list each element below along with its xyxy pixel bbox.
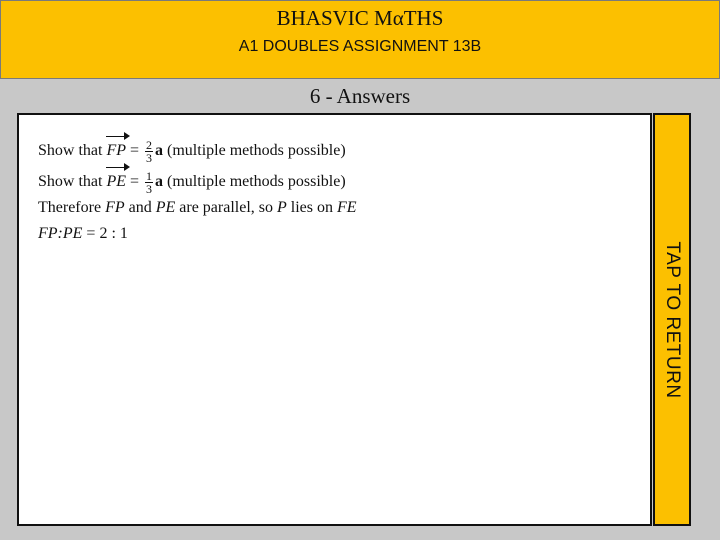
line1-prefix: Show that — [38, 142, 107, 159]
line3-text-3: are parallel, so — [175, 199, 277, 216]
return-label: TAP TO RETURN — [662, 240, 683, 399]
line3-pe: PE — [155, 199, 176, 216]
line3-fe: FE — [337, 199, 357, 216]
ratio-value: = 2 : 1 — [82, 225, 128, 242]
answer-panel — [17, 113, 652, 526]
line3-text-1: Therefore — [38, 199, 106, 216]
line3-text-4: lies on — [286, 199, 337, 216]
fraction-numerator: 2 — [146, 137, 153, 152]
answer-line-1 — [38, 135, 346, 166]
vector-a: a — [155, 142, 164, 159]
header-title: BHASVIC MαTHS — [276, 6, 444, 30]
answer-line-4 — [38, 221, 357, 247]
section-title: 6 - Answers — [309, 84, 411, 108]
ratio-label: FP:PE — [38, 225, 83, 242]
vector-a: a — [155, 173, 164, 190]
line2-eq: = — [126, 173, 144, 190]
fraction-numerator: 1 — [146, 168, 153, 183]
fraction-denominator: 3 — [146, 181, 153, 196]
line1-eq: = — [126, 142, 144, 159]
line3-fp: FP — [105, 199, 125, 216]
line2-suffix: (multiple methods possible) — [163, 173, 346, 190]
answer-line-3 — [38, 195, 357, 221]
vector-pe: PE — [106, 166, 126, 197]
answer-conclusion — [38, 195, 357, 247]
answer-lines — [38, 135, 346, 197]
fraction-denominator: 3 — [146, 150, 153, 165]
line3-text-2: and — [124, 199, 156, 216]
answer-line-2 — [38, 166, 346, 197]
fraction-two-thirds — [145, 139, 153, 164]
vector-fp: FP — [106, 135, 126, 166]
line1-suffix: (multiple methods possible) — [163, 142, 346, 159]
header-banner — [0, 0, 720, 79]
line2-prefix: Show that — [38, 173, 107, 190]
header-subtitle: A1 DOUBLES ASSIGNMENT 13B — [238, 38, 482, 55]
line3-p: P — [277, 199, 287, 216]
tap-to-return-button[interactable] — [653, 113, 691, 526]
fraction-one-third — [145, 170, 153, 195]
